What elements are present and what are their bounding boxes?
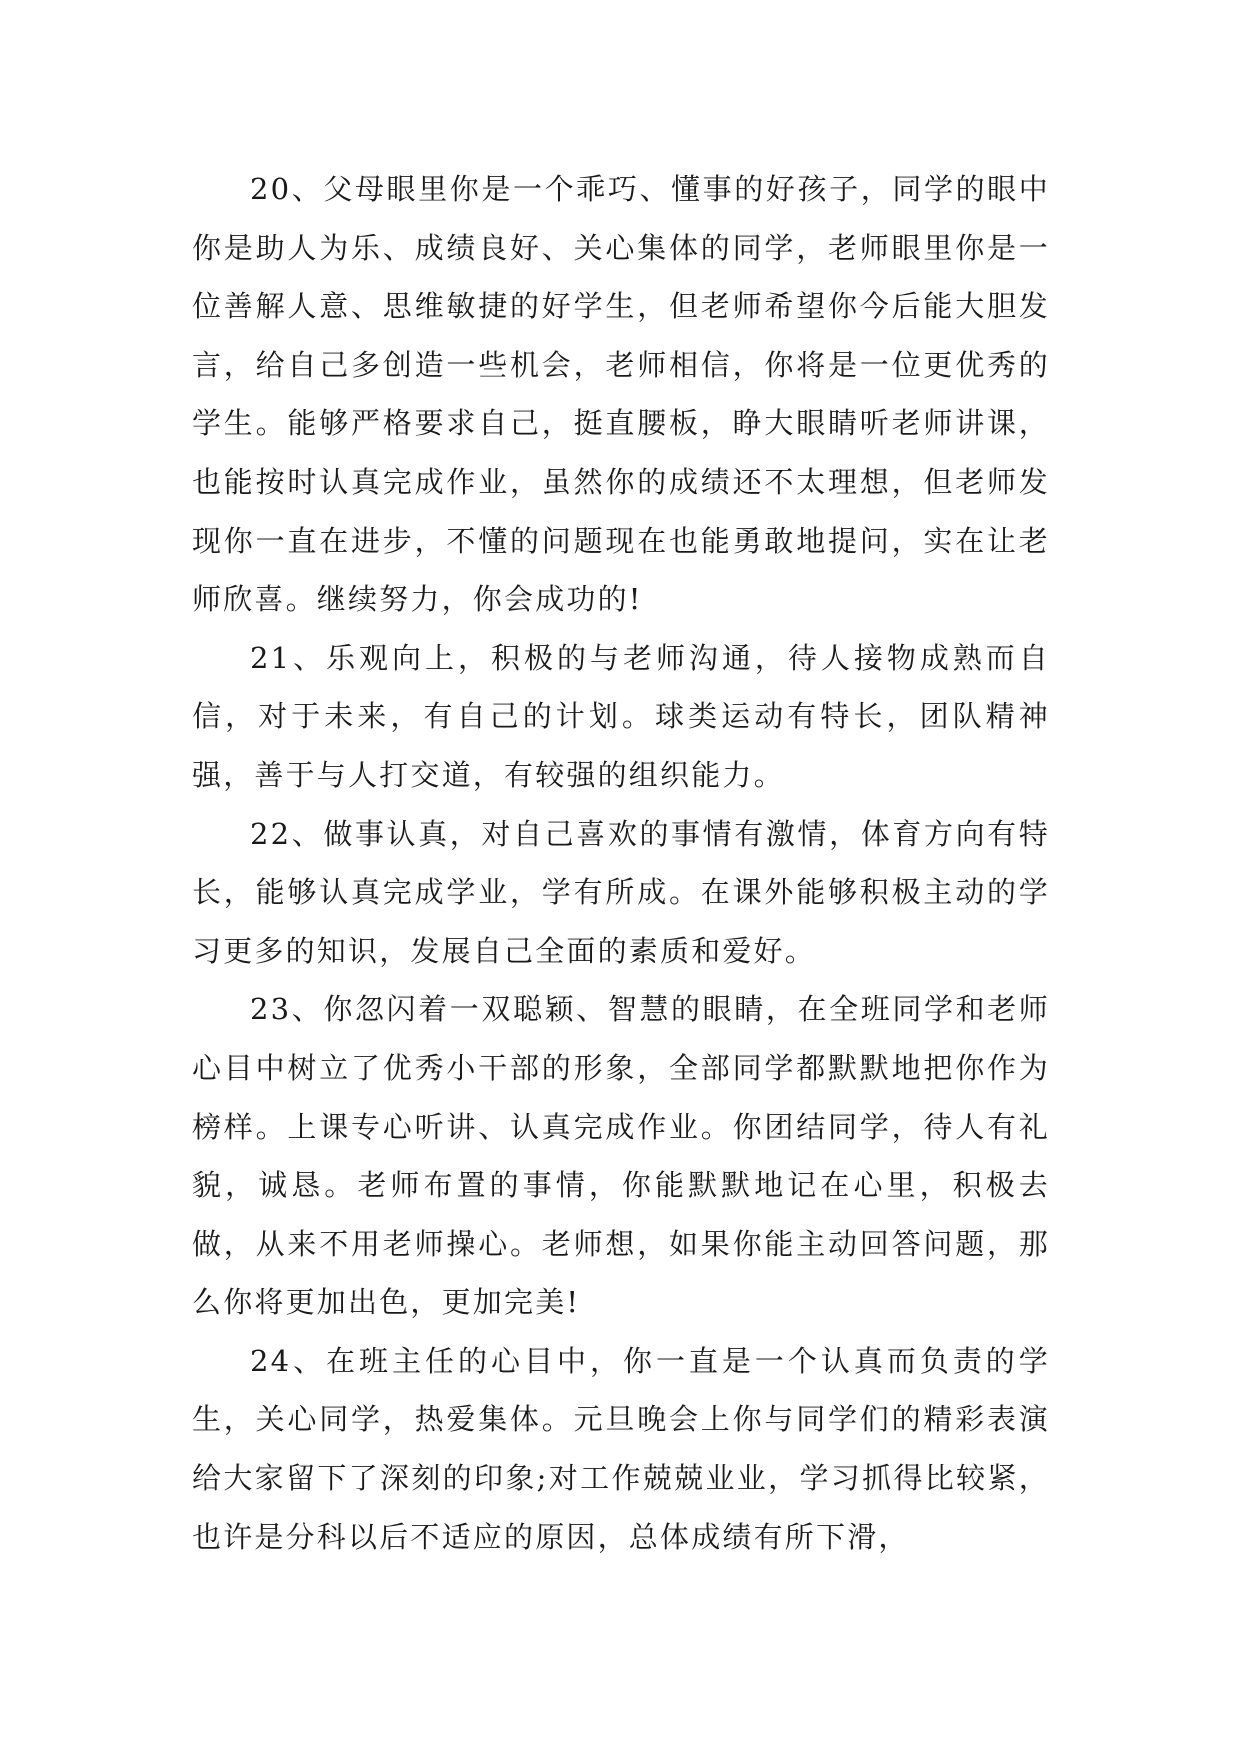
paragraph-23: 23、你忽闪着一双聪颖、智慧的眼睛，在全班同学和老师心目中树立了优秀小干部的形象，全部同学都默默地把你作为榜样。上课专心听讲、认真完成作业。你团结同学，待人有礼貌，诚恳。老师布置的事情，你能默默地记在心里，积极去做，从来不用老师操心。老师想，如果你能主动回答问题，那么你将更加出色，更加完美! <box>192 992 1050 1320</box>
document-body <box>192 160 1050 1566</box>
paragraph-21: 21、乐观向上，积极的与老师沟通，待人接物成熟而自信，对于未来，有自己的计划。球类运动有特长，团队精神强，善于与人打交道，有较强的组织能力。 <box>192 640 1050 792</box>
paragraph-22: 22、做事认真，对自己喜欢的事情有激情，体育方向有特长，能够认真完成学业，学有所成。在课外能够积极主动的学习更多的知识，发展自己全面的素质和爱好。 <box>192 816 1050 968</box>
paragraph-24: 24、在班主任的心目中，你一直是一个认真而负责的学生，关心同学，热爱集体。元旦晚会上你与同学们的精彩表演给大家留下了深刻的印象;对工作兢兢业业，学习抓得比较紧，也许是分科以后不适应的原因，总体成绩有所下滑， <box>192 1343 1050 1554</box>
paragraph-20: 20、父母眼里你是一个乖巧、懂事的好孩子，同学的眼中你是助人为乐、成绩良好、关心集体的同学，老师眼里你是一位善解人意、思维敏捷的好学生，但老师希望你今后能大胆发言，给自己多创造一些机会，老师相信，你将是一位更优秀的学生。能够严格要求自己，挺直腰板，睁大眼睛听老师讲课，也能按时认真完成作业，虽然你的成绩还不太理想，但老师发现你一直在进步，不懂的问题现在也能勇敢地提问，实在让老师欣喜。继续努力，你会成功的! <box>192 172 1050 617</box>
